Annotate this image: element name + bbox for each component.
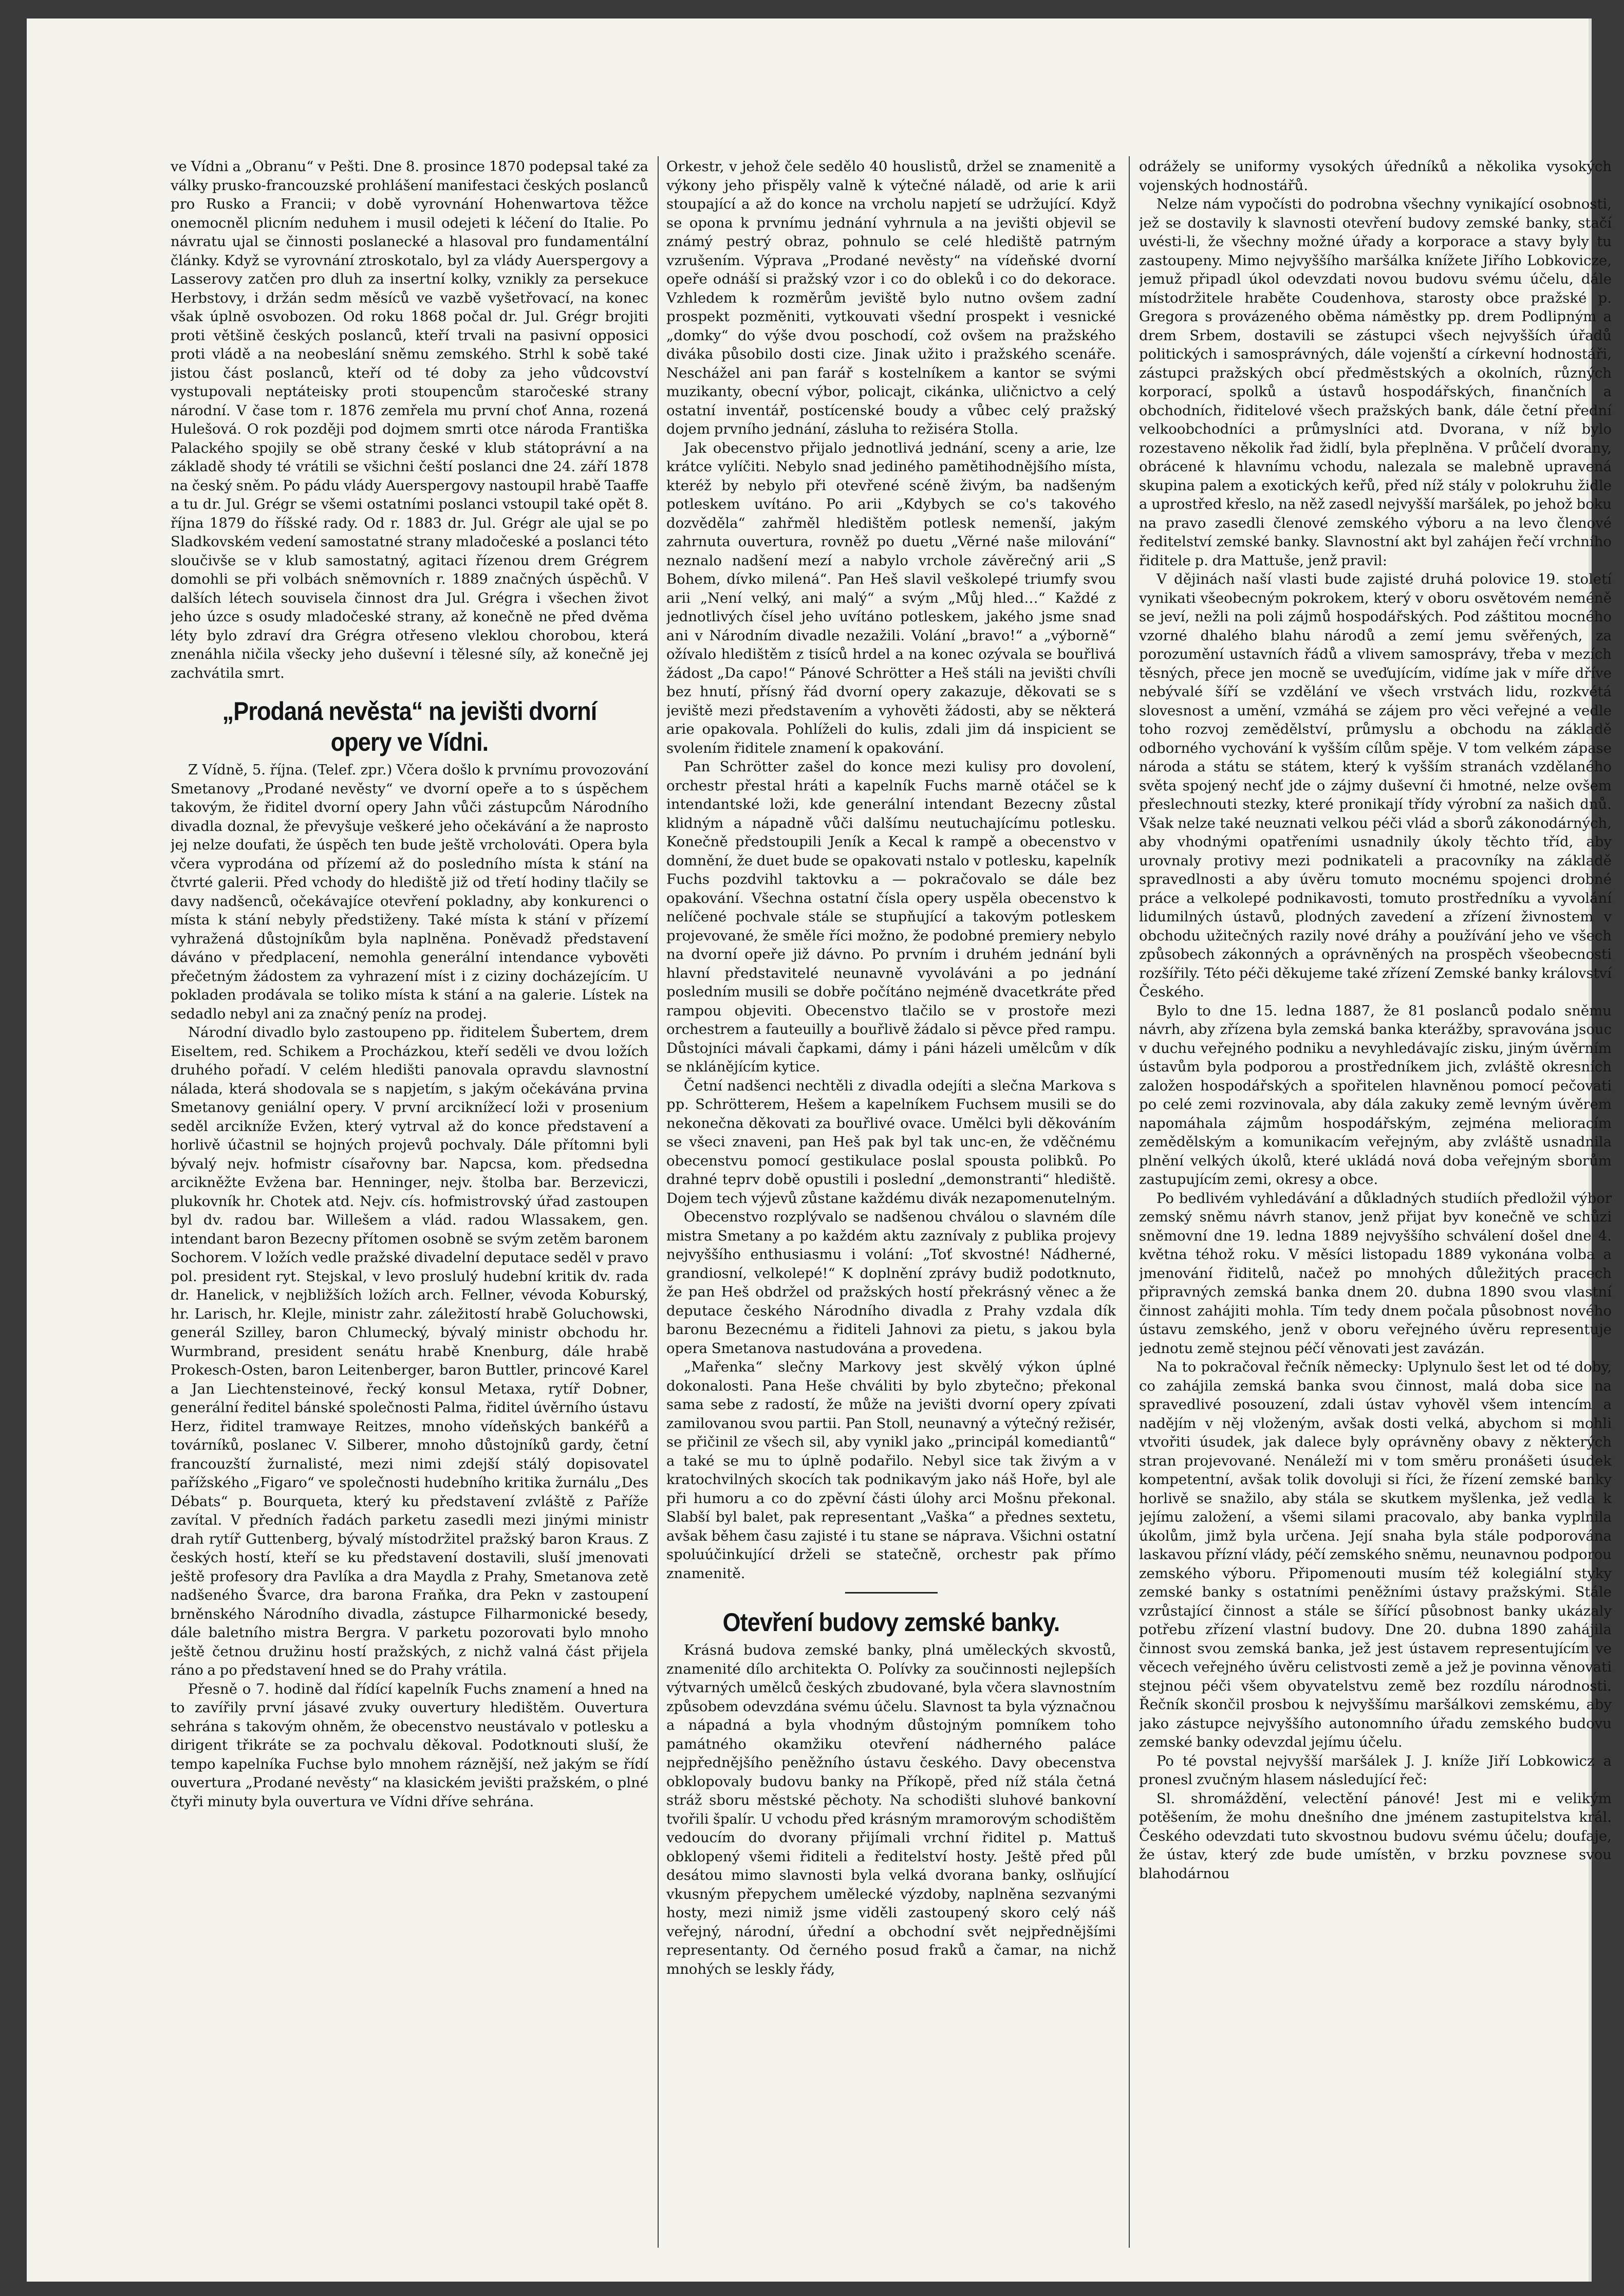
paragraph: Na to pokračoval řečník německy: Uplynulo šest let od té doby, co zahájila zemská banka svou činnost, malá doba sice na spravedlivé posouzení, zdali ústav vyhověl všem intencím a nadějím v něj vloženým, avšak dosti velká, abychom si mohli vtvořiti úsudek, jak dalece byly oprávněny obavy z některých stran projevované. Nenáleží mi v tom směru pronášeti úsudek kompetentní, avšak tolik dovoluji si říci, že řízení zemské banky horlivě se snažilo, aby stála se skutkem myšlenka, jež vedla k jejímu založení, a všemi silami pracovalo, aby banka vyplnila úkolům, jimž byla určena. Její snaha byla stále podporována laskavou přízní vlády, péčí zemského sněmu, neunavnou podporou zemského výboru. Připomenouti musím též kolegiální styky zemské banky s ostatními peněžními ústavy pražskými. Stále vzrůstající činnost a stále se šířící působnost banky ukázaly potřebu zřízení vlastní budovy. Dne 20. dubna 1890 zahájila činnost svou zemská banka, jež jest ústavem representujícím ve věcech veřejného úvěru celistvosti země a jež je povinna věnovati stejnou péči všem obyvatelstvu země bez rozdílu národnosti. Řečník skončil prosbou k nejvyššímu maršálkovi zemskému, aby jako zástupce nejvyššího autonomního úřadu zemského budovu zemské banky odevzdal jejímu účelu. — [1139, 1359, 1612, 1750]
paragraph: Krásná budova zemské banky, plná uměleckých skvostů, znamenité dílo architekta O. Polívky za součinnosti nejlepších výtvarných umělců českých zbudované, byla včera slavnostním způsobem odevzdána svému účelu. Slavnost ta byla význačnou a nápadná a byla vhodným důstojným pomníkem toho památného okamžiku otevření nádherného paláce nejpřednějšího peněžního ústavu českého. Davy obecenstva obklopovaly budovu banky na Příkopě, před níž stála četná stráž sboru městské pěchoty. Na schodišti sluhové bankovní tvořili špalír. U vchodu před krásným mramorovým schodištěm vedoucím do dvorany přijímali vrchní řiditel p. Mattuš obklopený všemi řiditeli a ředitelství hosty. Ještě před půl desátou mimo slavnosti byla velká dvorana banky, oslňující vkusným přepychem umělecké výzdoby, naplněna sezvanými hosty, mezi nimiž jsme viděli zastoupený skoro celý náš veřejný, národní, úřední a obchodní svět nejpřednějšími representanty. Od černého posud fraků a čamar, na nichž mnohých se leskly řády, — [666, 1642, 1116, 1977]
paragraph: Po té povstal nejvyšší maršálek J. J. kníže Jiří Lobkowicz a pronesl zvučným hlasem následující řeč: — [1139, 1752, 1612, 1788]
paragraph: Bylo to dne 15. ledna 1887, že 81 poslanců podalo sněmu návrh, aby zřízena byla zemská banka kterážby, spravována jsouc v duchu veřejného podniku a nevyhledávajíc zisku, jiným úvěrním ústavům byla podporou a prostředníkem jich, zvláště okresních založen hospodářských a spořitelen hlavněnou pomocí pečovati po celé zemi rozvinovala, aby dála zakuky země levným úvěrem napomáhala zájmům hospodářským, zejména melioracím zemědělským a komunikacím veřejným, aby zvláště usnadnila plnění velkých úkolů, které ukládá nová doba veřejným sborům zastupujícím zemi, okresy a obce. — [1139, 1002, 1612, 1188]
paragraph: Nelze nám vypočísti do podrobna všechny vynikající osobnosti, jež se dostavily k slavnosti otevření budovy zemské banky, stačí uvésti-li, že všechny možné úřady a korporace a stavy byly tu zastoupeny. Mimo nejvyššího maršálka knížete Jiřího Lobkovicze, jemuž připadl úkol odevzdati novou budovu svému účelu, dále místodržitele hraběte Coudenhova, starosty obce pražské p. Gregora s provázeného oběma náměstky pp. drem Podlipným a drem Srbem, dostavili se zástupci všech nejvyšších úřadů politických i samosprávných, dále vojenští a církevní hodnostáři, zástupci pražských obcí předměstských a okolních, různých korporací, spolků a ústavů hospodářských, finančních a obchodních, řiditelové všech pražských bank, dále četní přední velkoobchodníci a průmyslníci atd. Dvorana, v níž bylo rozestaveno několik řad židlí, byla přeplněna. V průčelí dvorany, obrácené k hlavnímu vchodu, nalezala se malebně upravená skupina palem a exotických keřů, před níž stály v polokruhu židle a uprostřed křeslo, na něž zasedl nejvyšší maršálek, po jehož boku na pravo zasedli členové zemského výboru a na levo členové ředitelství zemské banky. Slavnostní akt byl zahájen řečí vrchního řiditele p. dra Mattuše, jenž pravil: — [1139, 196, 1612, 569]
paragraph: „Mařenka“ slečny Markovy jest skvělý výkon úplné dokonalosti. Pana Heše chváliti by bylo zbytečno; překonal sama sebe z radostí, že může na jevišti dvorní opery zpívati zamilovanou svou partii. Pan Stoll, neunavný a výtečný režisér, se přičinil ze všech sil, aby vynikl jako „principál komediantů“ a také se mu to úplně podařilo. Nebyl sice tak živým a v kratochvilných skocích tak podnikavým jako náš Hoře, byl ale při humoru a co do zpěvní části úlohy arci Mošnu překonal. Slabší byl balet, pak representant „Vaška“ a přednes sextetu, avšak během času zajisté i tu stane se náprava. Všichni ostatní spoluúčinkující drželi se statečně, orchestr pak přímo znamenitě. — [666, 1359, 1116, 1582]
paragraph: odrážely se uniformy vysokých úředníků a několika vysokých vojenských hodnostářů. — [1139, 158, 1612, 194]
paragraph: ve Vídni a „Obranu“ v Pešti. Dne 8. prosince 1870 podepsal také za války prusko-francouzské prohlášení manifestaci českých poslanců pro Rusko a Francii; v době vyrovnání Hohenwartova těžce onemocněl plicním neduhem i musil odejeti k léčení do Italie. Po návratu ujal se činnosti poslanecké a hlasoval pro fundamentální články. Když se vyrovnání ztroskotalo, byl za vlády Auerspergovy a Lasserovy zatčen pro dluh za insertní kolky, vznikly za persekuce Herbstovy, i držán sedm měsíců ve vazbě vyšetřovací, na konec však úplně osvobozen. Od roku 1868 počal dr. Jul. Grégr brojiti proti většině českých poslanců, kteří trvali na pasivní opposici proti vládě a na neobeslání sněmu zemského. Strhl k sobě také jistou část poslanců, kteří od té doby za jeho vůdcovství vystupovali neptáteisky proti stoupencům staročeské strany národní. V čase tom r. 1876 zemřela mu první choť Anna, rozená Hulešová. O rok později pod dojmem smrti otce národa Františka Palackého spojily se obě strany české v klub státoprávní a na základě shody té vrátili se všichni čeští poslanci dne 24. září 1878 na český sněm. Po pádu vlády Auerspergovy nastoupil hrabě Taaffe a tu dr. Jul. Grégr se všemi ostatními poslanci vstoupil také opět 8. října 1879 do říšské rady. Od r. 1883 dr. Jul. Grégr ale ujal se po Sladkovském vedení samostatné strany mladočeské a poslanci této sloučivše se v klub samostatný, agitaci řízenou drem Grégrem domohli se při volbách sněmovních r. 1889 značných úspěchů. V dalších létech souvisela činnost dra Jul. Grégra i všechen život jeho úzce s osudy mladočeské strany, až konečně ne před dvěma léty bylo zdraví dra Grégra otřeseno vleklou chorobou, která znenáhla ničila všecky jeho duševní i tělesné síly, až konečně jej zachvátila smrt. — [171, 158, 648, 681]
article-headline: „Prodaná nevěsta“ na jevišti dvorní opery ve Vídni. — [222, 697, 597, 756]
paragraph: Národní divadlo bylo zastoupeno pp. řiditelem Šubertem, drem Eiseltem, red. Schikem a Procházkou, kteří seděli ve dvou ložích druhého pořadí. V celém hledišti panovala opravdu slavnostní nálada, která shodovala se s napjetím, s jakým očekávána prvina Smetanovy geniální opery. V první arciknížecí loži v prosenium seděl arcikníže Evžen, který vytrval až do konce představení a horlivě účastnil se hojných projevů pochvaly. Dále přítomni byli bývalý nejv. hofmistr císařovny bar. Napcsa, kom. předsedna arcikněžte Evžena bar. Henninger, nejv. štolba bar. Berzeviczi, plukovník hr. Chotek atd. Nejv. cís. hofmistrovský úřad zastoupen byl dv. radou bar. Willešem a vlád. radou Wlassakem, gen. intendant baron Bezecny přítomen osobně se svým zetěm baronem Sochorem. V ložích vedle pražské divadelní deputace seděl v pravo pol. president ryt. Stejskal, v levo proslulý hudební kritik dv. rada dr. Hanelick, v nejbližších ložích arch. Fellner, vévoda Koburský, hr. Larisch, hr. Klejle, ministr zahr. záležitostí hrabě Goluchowski, generál Szilley, baron Chlumecký, bývalý ministr obchodu hr. Wurmbrand, president senátu hrabě Knenburg, dále hrabě Prokesch-Osten, baron Leitenberger, baron Buttler, princové Karel a Jan Liechtensteinové, řecký konsul Metaxa, rytíř Dobner, generální ředitel bánské společnosti Palma, řiditel úvěrního ústavu Herz, řiditel tramwaye Reitzes, mnoho vídeňských bankéřů a továrníků, poslanec V. Silberer, mnoho důstojníků gardy, četní francouzští žurnalisté, mezi nimi zdejší stálý dopisovatel pařížského „Figaro“ ve společnosti hudebního kritika žurnálu „Des Débats“ p. Bourqueta, který ku představení zvláště z Paříže zavítal. V předních řadách parketu zasedli mezi jinými ministr drah rytíř Guttenberg, bývalý místodržitel pražský baron Kraus. Z českých hostí, kteří se ku představení dostavili, sluší jmenovati ještě profesory dra Pavlíka a dra Maydla z Prahy, Smetanova zetě nadšeného Švarce, dra barona Fraňka, dra Pekn v zastoupení brněnského Národního divadla, zástupce Filharmonické besedy, dále baletního mistra Bergra. V parketu pozorovati bylo mnoho ještě četnou družinu hostí pražských, z nichž valná část přijela ráno a po představení hned se do Prahy vrátila. — [171, 1024, 648, 1678]
paragraph: Přesně o 7. hodině dal řídící kapelník Fuchs znamení a hned na to zavířily první jásavé zvuky ouvertury hledištěm. Ouvertura sehrána s takovým ohněm, že obecenstvo neustávalo v potlesku a dirigent třikráte se za pochvalu děkoval. Podotknouti sluší, že tempo kapelníka Fuchse bylo mnohem ráznější, než jakým se řídí ouvertura „Prodané nevěsty“ na klasickém jevišti pražském, o plné čtyři minuty byla ouvertura ve Vídni dříve sehrána. — [171, 1680, 648, 1810]
paragraph: Jak obecenstvo přijalo jednotlivá jednání, sceny a arie, lze krátce vylíčiti. Nebylo snad jediného pamětihodnějšího místa, kteréž by nebylo při otevřené scéně živým, ba nadšeným potleskem uvítáno. Po arii „Kdybych se co's takového dozvěděla“ zahřměl hledištěm potlesk nemenší, jakým zahrnuta ouvertura, rovněž po duetu „Věrné naše milování“ neznalo nadšení mezí a nabylo vrchole závěrečný arii „S Bohem, dívko milená“. Pan Heš slavil veškolepé triumfy svou arii „Není velký, ani malý“ a svým „Můj hled…“ Každé z jednotlivých čísel jeho uvítáno potleskem, jakého jsme snad ani v Národním divadle nezažili. Volání „bravo!“ a „výborně“ ožívalo hledištěm z tisíců hrdel a na konec ozývala se bouřlivá žádost „Da capo!“ Pánové Schrötter a Heš stáli na jevišti chvíli bez hnutí, přísný řád dvorní opery zakazuje, děkovati se s jeviště mezi představením a vyhověti žádosti, aby se některá arie opakovala. Pohlíželi do kulis, zdali jim dá inspicient se svolením řiditele znamení k opakování. — [666, 439, 1116, 756]
paragraph: V dějinách naší vlasti bude zajisté druhá polovice 19. století vynikati všeobecným pokrokem, který v oboru osvětovém neméně se jeví, nežli na poli zájmů hospodářských. Pod záštitou mocného vzorné dhalého blahu národů a zemí jemu svěřených, za porozumění ustavních řádů a vlivem samosprávy, třeba v mezích těsných, přece jen mocně se uveďujícím, vidíme jak v míře dříve nebývalé šíří se vzdělání ve všech vrstvách lidu, rozkvétá slovesnost a umění, vzmáhá se zájem pro věci veřejné a vedle toho rozvoj zemědělství, průmyslu a obchodu na základě odborného vychování k vyšším cílům spěje. V tom velkém zápase národa a státu se státem, který k vyšším stranách vzdělaného světa spojený nechť jde o zájmy duševní či hmotné, nelze ovšem přeslechnouti stezky, které pronikají třídy výrobní za našich dnů. Však nelze také neuznati velkou péči vlád a sborů zákonodárných, aby vhodnými opatřeními usnadnily úkoly těchto tříd, aby urovnaly protivy mezi podnikateli a pracovníky na základě spravedlnosti a aby úvěru tomuto mocnému spojenci drobné práce a velkolepé podnikavosti, tomuto prostředníku a vyvolání lidumilných ústavů, plodných zavedení a zřízení živnostem v obchodu užitečných razily nové dráhy a používání jeho ve všech způsobech zákonných a oprávněných na prospěch všeobecnosti rozšířily. Této péči děkujeme také zřízení Zemské banky království Českého. — [1139, 571, 1612, 1000]
paragraph: Z Vídně, 5. října. (Telef. zpr.) Včera došlo k prvnímu provozování Smetanovy „Prodané nevěsty“ ve dvorní opeře a to s úspěchem takovým, že řiditel dvorní opery Jahn vůči zástupcům Národního divadla doznal, že převyšuje veškeré jeho očekávání a že naprosto jej nelze doufati, že úspěch ten bude ještě vrcholováti. Opera byla včera vyprodána od přízemí až do posledního místa k stání na čtvrté galerii. Před vchody do hlediště již od třetí hodiny tlačily se davy nadšenců, očekávajíce otevření pokladny, aby konkurenci o místa k stání nebyly předstiženy. Také místa k stání v přízemí vyhražená důstojníkům byla naplněna. Poněvadž představení dáváno v předplacení, nemohla generální intendance vybověti přečetným žádostem za vyhrazení míst i z ciziny docházejícím. U pokladen prodávala se toliko místa k stání a na galerie. Lístek na sedadlo nebyl ani za značný peníz na prodej. — [171, 762, 648, 1022]
column-middle — [666, 157, 1116, 2244]
paragraph: Sl. shromáždění, velectění pánové! Jest mi e velikým potěšením, že mohu dnešního dne jménem zastupitelstva král. Českého odevzdati tuto skvostnou budovu svému účelu; doufaje, že ústav, který zde bude umístěn, v brzku povznese svou blahodárnou — [1139, 1790, 1612, 1882]
paragraph: Orkestr, v jehož čele sedělo 40 houslistů, držel se znamenitě a výkony jeho přispěly valně k výtečné náladě, od arie k arii stoupající a až do konce na vrcholu napjetí se udržující. Když se opona k prvnímu jednání vyhrnula a na jevišti objevil se známý pestrý obraz, pohnulo se celé hlediště patrným vzrušením. Výprava „Prodané nevěsty“ na vídeňské dvorní opeře odnáší si pražský vzor i co do obleků i co do dekorace. Vzhledem k rozměrům jeviště bylo nutno ovšem zadní prospekt pozměniti, vytkouvati všední prospekt i vesnické „domky“ do výše dvou poschodí, což ovšem na pražského diváka působilo dosti cize. Jinak užito i pražského scenáře. Neschážel ani pan farář s kostelníkem a kantor se svými muzikanty, obecní výbor, policajt, cikánka, uličnictvo a celý ostatní inventář, postícenské boudy a vůbec celý pražský dojem prvního jednání, zásluha to režiséra Stolla. — [666, 158, 1116, 437]
paragraph: Pan Schrötter zašel do konce mezi kulisy pro dovolení, orchestr přestal hráti a kapelník Fuchs marně otáčel se k intendantské loži, kde generální intendant Bezecny zůstal klidným a nápadně vůči dalšímu neutuchajícímu potlesku. Konečně předstoupili Jeník a Kecal k rampě a obecenstvo v domnění, že duet bude se opakovati nstalo v potlesku, kapelník Fuchs pozdvihl taktovku a — pokračovalo se dále bez opakování. Všechna ostatní čísla opery uspěla obecenstvo k nelíčené pochvale stále se stupňující a takovým potleskem projevované, že směle říci možno, že podobné premiery nebylo na dvorní opeře již dávno. Po prvním i druhém jednání byli hlavní představitelé neunavně vyvoláváni a po jednání posledním musili se dobře počítáno nejméně dvacetkráte před rampou objeviti. Obecenstvo tlačilo se v prostoře mezi orchestrem a fauteuilly a bouřlivě žádalo si pěvce před rampu. Důstojníci mávali čapkami, dámy i páni házeli umělcům v dík se nklánějícím kytice. — [666, 758, 1116, 1075]
column-rule — [1129, 156, 1130, 2248]
column-rule — [658, 156, 659, 2248]
column-right — [1139, 157, 1612, 2244]
paragraph: Četní nadšenci nechtěli z divadla odejíti a slečna Markova s pp. Schrötterem, Hešem a kapelníkem Fuchsem musili se do nekonečna děkovati za bouřlivé ovace. Umělci byli děkováním se všeci znaveni, pan Heš pak byl tak unc-en, že vděčnému obecenstvu pomocí gestikulace poslal spousta polibků. Po drahné teprv době opustili i poslední „demonstranti“ hlediště. Dojem tech výjevů zůstane každému divák nezapomenutelným. — [666, 1077, 1116, 1207]
paragraph: Obecenstvo rozplývalo se nadšenou chválou o slavném díle mistra Smetany a po každém aktu zaznívaly z publika projevy nejvyššího enthusiasmu i volání: „Toť skvostné! Nádherné, grandiosní, velkolepé!“ K doplnění zprávy budiž podotknuto, že pan Heš obdržel od pražských hostí překrásný věnec a že deputace českého Národního divadla z Prahy vzdala dík baronu Bezecnému a řiditeli Jahnovi za pietu, s jakou byla opera Smetanova nastudována a provedena. — [666, 1209, 1116, 1357]
column-left — [171, 157, 648, 2244]
paragraph: Po bedlivém vyhledávání a důkladných studiích předložil výbor zemský sněmu návrh stanov, jenž přijat byv konečně ve schůzi sněmovní dne 19. ledna 1889 nejvyššího schválení došel dne 4. května téhož roku. V měsíci listopadu 1889 vykonána volba a jmenování řiditelů, načež po mnohých důležitých pracech připravných zemská banka dnem 20. dubna 1890 svou vlastní činnost zahájiti mohla. Tím tedy dnem počala působnost nového ústavu zemského, jenž v oboru veřejného úvěru representuje jednotu země stejnou péčí věnovati jest zavázán. — [1139, 1190, 1612, 1357]
section-separator — [845, 1592, 938, 1594]
newspaper-page — [27, 18, 1612, 2282]
article-headline: Otevření budovy zemské banky. — [722, 1608, 1060, 1637]
